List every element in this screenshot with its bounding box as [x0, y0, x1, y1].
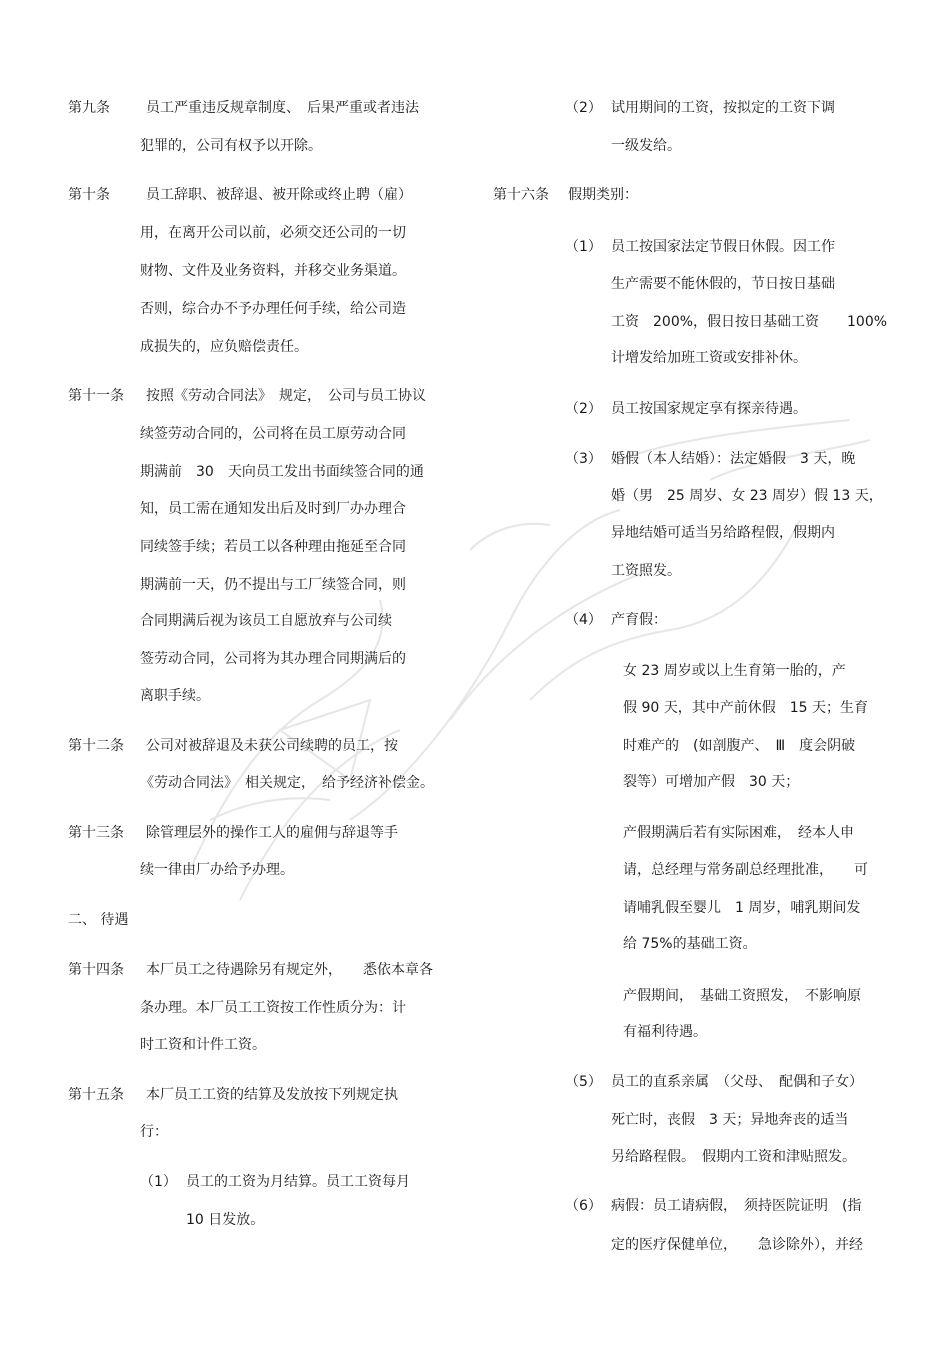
item-number: （1）	[565, 239, 602, 255]
article-line: 员工辞职、被辞退、被开除或终止聘（雇）	[146, 187, 412, 203]
item-line: 请，总经理与常务副总经理批准， 可	[623, 862, 868, 878]
article-label: 第十二条	[68, 738, 124, 754]
item-number: （5）	[565, 1074, 602, 1090]
item-line: 计增发给加班工资或安排补休。	[611, 350, 807, 366]
item-line: 婚假（本人结婚）：法定婚假 3 天，晚	[611, 451, 856, 467]
item-line: 病假：员工请病假， 须持医院证明 (指	[611, 1198, 862, 1214]
item-line: 工资 200%，假日按日基础工资 100%	[611, 314, 888, 330]
item-line: 女 23 周岁或以上生育第一胎的，产	[623, 663, 846, 679]
article-label: 第十六条	[493, 187, 549, 203]
article-line: 成损失的，应负赔偿责任。	[140, 339, 308, 355]
item-line: 时难产的 (如剖腹产、 Ⅲ 度会阴破	[623, 738, 856, 754]
item-number: （2）	[565, 100, 602, 116]
article-line: 时工资和计件工资。	[140, 1037, 266, 1053]
item-number: （4）	[565, 612, 602, 628]
item-title: 产育假：	[611, 612, 667, 628]
item-line: 婚（男 25 周岁、女 23 周岁）假 13 天，	[611, 488, 883, 504]
item-line: 另给路程假。 假期内工资和津贴照发。	[611, 1149, 856, 1165]
item-line: 死亡时，丧假 3 天；异地奔丧的适当	[611, 1112, 849, 1128]
item-line: 员工按国家规定享有探亲待遇。	[611, 401, 807, 417]
item-line: 员工按国家法定节假日休假。因工作	[611, 239, 835, 255]
article-line: 签劳动合同，公司将为其办理合同期满后的	[140, 651, 406, 667]
item-line: 工资照发。	[611, 563, 681, 579]
item-number: （6）	[565, 1198, 602, 1214]
article-label: 第十四条	[68, 962, 124, 978]
article-line: 期满前一天，仍不提出与工厂续签合同，则	[140, 577, 406, 593]
article-line: 否则，综合办不予办理任何手续，给公司造	[140, 301, 406, 317]
article-line: 同续签手续；若员工以各种理由拖延至合同	[140, 539, 406, 555]
item-line: 10 日发放。	[186, 1212, 265, 1228]
item-number: （3）	[565, 451, 602, 467]
item-line: 有福利待遇。	[623, 1024, 707, 1040]
article-label: 第十三条	[68, 825, 124, 841]
item-line: 给 75%的基础工资。	[623, 936, 757, 952]
item-line: 产假期间， 基础工资照发， 不影响原	[623, 988, 861, 1004]
article-line: 员工严重违反规章制度、 后果严重或者违法	[146, 100, 419, 116]
item-line: 生产需要不能休假的，节日按日基础	[611, 276, 835, 292]
item-line: 产假期满后若有实际困难， 经本人申	[623, 825, 854, 841]
item-line: 裂等）可增加产假 30 天；	[623, 774, 800, 790]
article-line: 公司对被辞退及未获公司续聘的员工，按	[146, 738, 398, 754]
article-line: 用，在离开公司以前，必须交还公司的一切	[140, 225, 406, 241]
article-label: 第十五条	[68, 1087, 124, 1103]
article-line: 知，员工需在通知发出后及时到厂办办理合	[140, 501, 406, 517]
article-line: 续一律由厂办给予办理。	[140, 862, 294, 878]
article-label: 第十条	[68, 187, 110, 203]
article-label: 第九条	[68, 100, 110, 116]
article-line: 按照《劳动合同法》 规定， 公司与员工协议	[146, 388, 426, 404]
item-line: 试用期间的工资，按拟定的工资下调	[611, 100, 835, 116]
article-line: 行：	[140, 1124, 168, 1140]
article-line: 期满前 30 天向员工发出书面续签合同的通	[140, 464, 424, 480]
item-line: 定的医疗保健单位， 急诊除外），并经	[611, 1237, 863, 1253]
article-label: 第十一条	[68, 388, 124, 404]
article-line: 除管理层外的操作工人的雇佣与辞退等手	[146, 825, 398, 841]
item-line: 一级发给。	[611, 138, 681, 154]
item-line: 假 90 天，其中产前休假 15 天；生育	[623, 700, 868, 716]
article-line: 离职手续。	[140, 688, 210, 704]
article-line: 《劳动合同法》 相关规定， 给予经济补偿金。	[140, 775, 434, 791]
article-line: 假期类别：	[568, 187, 638, 203]
item-line: 员工的直系亲属 （父母、 配偶和子女）	[611, 1074, 863, 1090]
article-line: 续签劳动合同的，公司将在员工原劳动合同	[140, 426, 406, 442]
item-number: （2）	[565, 401, 602, 417]
item-line: 员工的工资为月结算。员工工资每月	[186, 1174, 410, 1190]
article-line: 本厂员工工资的结算及发放按下列规定执	[146, 1087, 398, 1103]
article-line: 犯罪的，公司有权予以开除。	[140, 138, 322, 154]
article-line: 本厂员工之待遇除另有规定外， 悉依本章各	[146, 962, 433, 978]
article-line: 条办理。本厂员工工资按工作性质分为：计	[140, 1000, 406, 1016]
item-number: （1）	[140, 1174, 177, 1190]
section-heading: 二、 待遇	[68, 912, 129, 928]
item-line: 请哺乳假至婴儿 1 周岁，哺乳期间发	[623, 900, 861, 916]
item-line: 异地结婚可适当另给路程假，假期内	[611, 525, 835, 541]
article-line: 财物、文件及业务资料，并移交业务渠道。	[140, 263, 406, 279]
article-line: 合同期满后视为该员工自愿放弃与公司续	[140, 613, 392, 629]
